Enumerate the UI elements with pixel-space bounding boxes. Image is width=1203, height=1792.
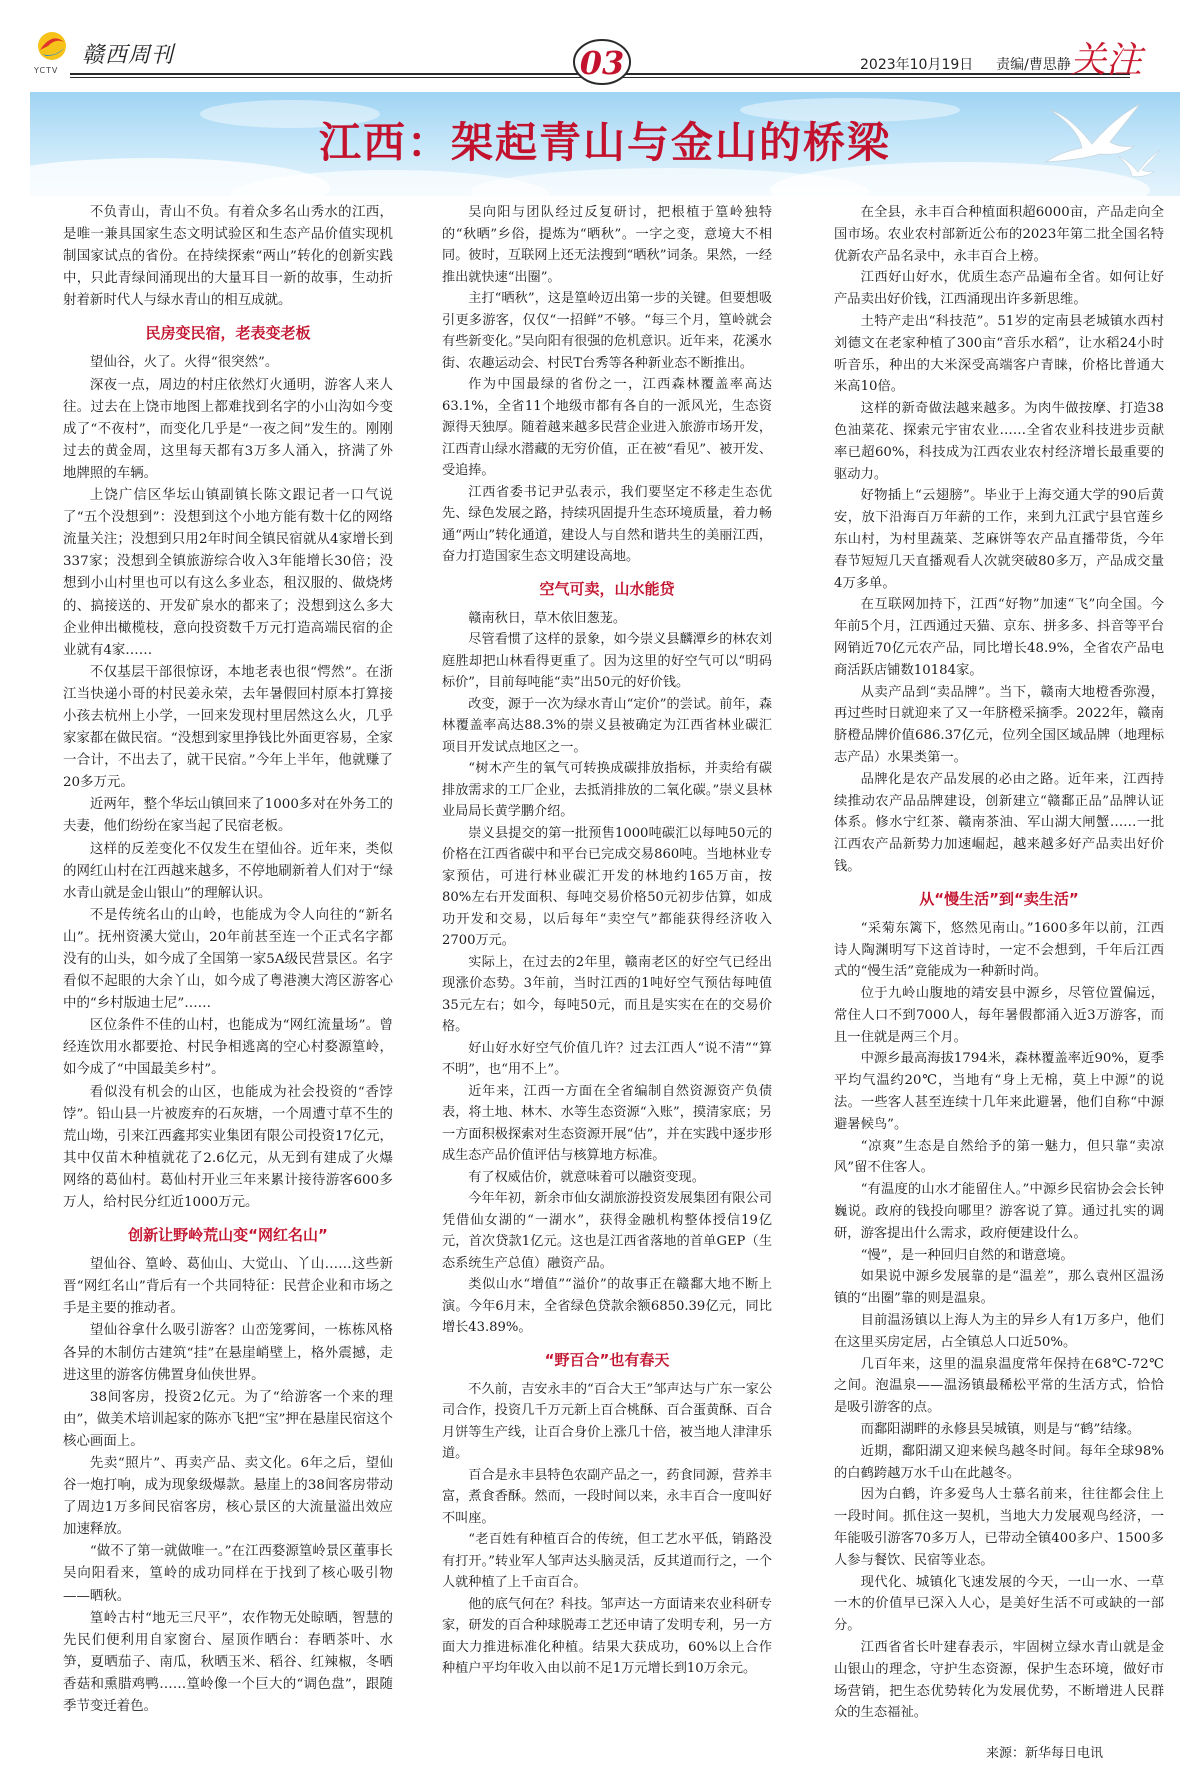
section-heading: 从“慢生活”到“卖生活” xyxy=(919,889,1079,908)
paragraph: 好山好水好空气价值几许？过去江西人“说不清”“算不明”，也“用不上”。 xyxy=(442,1040,772,1077)
paragraph: 近年来，江西一方面在全省编制自然资源资产负债表，将土地、林木、水等生态资源“入账”，摸清家底；另一方面积极探索对生态资源开展“估”，并在实践中逐步形成生态产品价值评估与核算地方标准。 xyxy=(442,1083,772,1163)
paragraph: 先卖“照片”、再卖产品、卖文化。6年之后，望仙谷一炮打响，成为现象级爆款。悬崖上的38间客房带动了周边1万多间民宿客房，核心景区的大流量溢出效应加速释放。 xyxy=(63,1455,393,1538)
paragraph: 有了权威估价，就意味着可以融资变现。 xyxy=(468,1169,705,1185)
paragraph: 从卖产品到“卖品牌”。当下，赣南大地橙香弥漫，再过些时日就迎来了又一年脐橙采摘季。2022年，赣南脐橙品牌价值686.37亿元，位列全国区域品牌（地理标志产品）水果类第一。 xyxy=(834,684,1164,765)
paragraph: 好物插上“云翅膀”。毕业于上海交通大学的90后黄安，放下沿海百万年薪的工作，来到九江武宁县官莲乡东山村，为村里蔬菜、芝麻饼等农产品直播带货，今年春节短短几天直播观看人次就突破80多万，产品成交量4万多单。 xyxy=(834,488,1164,591)
paragraph: 江西省省长叶建春表示，牢固树立绿水青山就是金山银山的理念，守护生态资源，保护生态环境，做好市场营销，把生态优势转化为发展优势，不断增进人民群众的生态福祉。 xyxy=(834,1640,1164,1721)
paragraph: 看似没有机会的山区，也能成为社会投资的“香饽饽”。铅山县一片被废弃的石灰塘，一个周遭寸草不生的荒山坳，引来江西鑫邦实业集团有限公司投资17亿元，其中仅苗木种植就花了2.6亿元，从无到有建成了火爆网络的葛仙村。葛仙村开业三年来累计接待游客600多万人，给村民分红近1000万元。 xyxy=(63,1084,393,1211)
paragraph: 不是传统名山的山岭，也能成为令人向往的“新名山”。抚州资溪大觉山，20年前甚至连一个正式名字都没有的山头，如今成了全国第一家5A级民营景区。名字看似不起眼的大余丫山，如今成了粤港澳大湾区游客心中的“乡村版迪士尼”…… xyxy=(63,907,393,1012)
paragraph: 江西省委书记尹弘表示，我们要坚定不移走生态优先、绿色发展之路，持续巩固提升生态环境质量，着力畅通“两山”转化通道，建设人与自然和谐共生的美丽江西，奋力打造国家生态文明建设高地。 xyxy=(442,484,772,564)
paragraph: “有温度的山水才能留住人。”中源乡民宿协会会长钟巍说。政府的钱投向哪里？游客说了算。通过扎实的调研，游客提出什么需求，政府便建设什么。 xyxy=(834,1182,1164,1241)
station-logo-icon xyxy=(32,28,72,68)
paragraph: 不久前，吉安永丰的“百合大王”邹声达与广东一家公司合作，投资几千万元新上百合桃酥、百合蛋黄酥、百合月饼等生产线，让百合身价上涨几十倍，被当地人津津乐道。 xyxy=(442,1381,772,1461)
paragraph: 近期，鄱阳湖又迎来候鸟越冬时间。每年全球98%的白鹤跨越万水千山在此越冬。 xyxy=(834,1443,1164,1481)
paper-name: 赣西周刊 xyxy=(82,43,175,68)
article-column-1 xyxy=(63,202,393,1718)
paragraph: 而鄱阳湖畔的永修县吴城镇，则是与“鹤”结缘。 xyxy=(860,1422,1141,1438)
paragraph: 如果说中源乡发展靠的是“温差”，那么袁州区温汤镇的“出圈”靠的则是温泉。 xyxy=(834,1269,1164,1307)
paragraph: 这样的反差变化不仅发生在望仙谷。近年来，类似的网红山村在江西越来越多，不停地刷新着人们对于“绿水青山就是金山银山”的理解认识。 xyxy=(63,841,393,901)
paragraph: “做不了第一就做唯一。”在江西婺源篁岭景区董事长吴向阳看来，篁岭的成功同样在于找到了核心吸引物——晒秋。 xyxy=(63,1544,393,1604)
paragraph: “慢”，是一种回归自然的和谐意境。 xyxy=(860,1247,1074,1263)
source-credit: 来源：新华每日电讯 xyxy=(986,1746,1104,1761)
section-heading: 创新让野岭荒山变“网红名山” xyxy=(128,1226,328,1245)
paragraph: 这样的新奇做法越来越多。为肉牛做按摩、打造38色油菜花、探索元宇宙农业……全省农业科技进步贡献率已超60%，科技成为江西农业农村经济增长最重要的驱动力。 xyxy=(834,401,1164,482)
paragraph: 上饶广信区华坛山镇副镇长陈文跟记者一口气说了“五个没想到”：没想到这个小地方能有数十亿的网络流量关注；没想到只用2年时间全镇民宿就从4家增长到337家；没想到全镇旅游综合收入3年能增长30倍；没想到小山村里也可以有这么多业态，租汉服的、做烧烤的、搞接送的、开发矿泉水的都来了；没想到这么多大企业伸出橄榄枝，意向投资数千万元打造高端民宿的企业就有4家…… xyxy=(63,488,393,658)
paragraph: 区位条件不佳的山村，也能成为“网红流量场”。曾经连饮用水都要抢、村民争相逃离的空心村婺源篁岭，如今成了“中国最美乡村”。 xyxy=(63,1018,393,1078)
paragraph: 百合是永丰县特色农副产品之一，药食同源，营养丰富，煮食香酥。然而，一段时间以来，永丰百合一度叫好不叫座。 xyxy=(442,1467,772,1526)
issue-date: 2023年10月19日 xyxy=(860,57,974,73)
paragraph: 土特产走出“科技范”。51岁的定南县老城镇水西村刘德文在老家种植了300亩“音乐水稻”，让水稻24小时听音乐，种出的大米深受高端客户青睐，价格比普通大米高10倍。 xyxy=(834,313,1164,395)
paragraph: “树木产生的氧气可转换成碳排放指标，并卖给有碳排放需求的工厂企业，去抵消排放的二氧化碳。”崇义县林业局局长黄学鹏介绍。 xyxy=(442,761,772,819)
paragraph: 尽管看惯了这样的景象，如今崇义县麟潭乡的林农刘庭胜却把山林看得更重了。因为这里的好空气可以“明码标价”，目前每吨能“卖”出50元的好价钱。 xyxy=(442,632,772,690)
paragraph: 几百年来，这里的温泉温度常年保持在68℃-72℃之间。泡温泉——温汤镇最稀松平常的生活方式，恰恰是吸引游客的点。 xyxy=(834,1356,1164,1416)
paragraph: 改变，源于一次为绿水青山“定价”的尝试。前年，森林覆盖率高达88.3%的崇义县被确定为江西省林业碳汇项目开发试点地区之一。 xyxy=(442,696,772,755)
paragraph: 品牌化是农产品发展的必由之路。近年来，江西持续推动农产品品牌建设，创新建立“赣鄱正品”品牌认证体系。修水宁红茶、赣南茶油、军山湖大闸蟹……一批江西农产品新势力加速崛起，越来越多好产品卖出好价钱。 xyxy=(834,771,1164,874)
paragraph: 实际上，在过去的2年里，赣南老区的好空气已经出现涨价态势。3年前，当时江西的1吨好空气预估每吨值35元左右；如今，每吨50元，而且是实实在在的交易价格。 xyxy=(442,954,772,1034)
paragraph: 今年年初，新余市仙女湖旅游投资发展集团有限公司凭借仙女湖的“一湖水”，获得金融机构整体授信19亿元，首次贷款1亿元。这也是江西省落地的首单GEP（生态系统生产总值）融资产品。 xyxy=(442,1191,772,1271)
article-column-3 xyxy=(834,202,1164,1724)
paragraph: 现代化、城镇化飞速发展的今天，一山一水、一草一木的价值早已深入人心，是美好生活不可或缺的一部分。 xyxy=(834,1574,1164,1634)
paragraph: 近两年，整个华坛山镇回来了1000多对在外务工的夫妻，他们纷纷在家当起了民宿老板。 xyxy=(63,797,393,835)
paragraph: “凉爽”生态是自然给予的第一魅力，但只靠“卖凉风”留不住客人。 xyxy=(834,1138,1164,1176)
editor-credit: 责编/曹思静 xyxy=(996,57,1071,73)
paragraph: 他的底气何在？科技。邹声达一方面请来农业科研专家，研发的百合种球脱毒工艺还申请了发明专利，另一方面大力推进标准化种植。结果大获成功，60%以上合作种植户平均年收入由以前不足1万元增长到10万余元。 xyxy=(442,1596,772,1676)
logo-caption: YCTV xyxy=(34,66,59,75)
paragraph: 望仙谷、篁岭、葛仙山、大觉山、丫山……这些新晋“网红名山”背后有一个共同特征：民营企业和市场之手是主要的推动者。 xyxy=(63,1257,393,1317)
paragraph: 赣南秋日，草木依旧葱茏。 xyxy=(468,610,626,626)
section-heading: 民房变民宿，老表变老板 xyxy=(145,324,311,343)
paragraph: 崇义县提交的第一批预售1000吨碳汇以每吨50元的价格在江西省碳中和平台已完成交易860吨。当地林业专家预估，可进行林业碳汇开发的林地约165万亩，按80%左右开发面积、每吨交易价格50元初步估算，如成功开发和交易，以后每年“卖空气”都能获得经济收入2700万元。 xyxy=(442,825,772,948)
headline: 江西：架起青山与金山的桥梁 xyxy=(318,118,891,167)
paragraph: 目前温汤镇以上海人为主的异乡人有1万多户，他们在这里买房定居，占全镇总人口近50%。 xyxy=(834,1313,1164,1350)
paragraph: 在互联网加持下，江西“好物”加速“飞”向全国。今年前5个月，江西通过天猫、京东、拼多多、抖音等平台网销近70亿元农产品，同比增长48.9%，全省农产品电商活跃店铺数10184家。 xyxy=(834,597,1164,678)
paragraph: 江西好山好水，优质生态产品遍布全省。如何让好产品卖出好价钱，江西涌现出许多新思维。 xyxy=(834,270,1164,308)
paragraph: “老百姓有种植百合的传统，但工艺水平低，销路没有打开。”转业军人邹声达头脑灵活，反其道而行之，一个人就种植了上千亩百合。 xyxy=(442,1532,772,1590)
paragraph: 望仙谷，火了。火得“很突然”。 xyxy=(89,355,279,371)
paragraph: 望仙谷拿什么吸引游客？山峦笼雾间，一栋栋风格各异的木制仿古建筑“挂”在悬崖峭壁上，格外震撼，走进这里的游客仿佛置身仙侠世界。 xyxy=(63,1323,393,1383)
paragraph: 篁岭古村“地无三尺平”，农作物无处晾晒，智慧的先民们便利用自家窗台、屋顶作晒台：春晒茶叶、水笋，夏晒茄子、南瓜，秋晒玉米、稻谷、红辣椒，冬晒香菇和熏腊鸡鸭……篁岭像一个巨大的“调色盘”，跟随季节变迁着色。 xyxy=(63,1610,393,1714)
paragraph: 主打“晒秋”，这是篁岭迈出第一步的关键。但要想吸引更多游客，仅仅“一招鲜”不够。“每三个月，篁岭就会有些新变化。”吴向阳有很强的危机意识。近年来，花溪水街、农趣运动会、村民T台秀等各种新业态不断推出。 xyxy=(442,291,772,371)
paragraph: 不仅基层干部很惊讶，本地老表也很“愕然”。在浙江当快递小哥的村民姜永荣，去年暑假回村原本打算接小孩去杭州上小学，一回来发现村里居然这么火，几乎家家都在做民宿。“没想到家里挣钱比外面更容易，全家一合计，不出去了，就干民宿。”今年上半年，他就赚了20多万元。 xyxy=(63,664,393,791)
paragraph: 位于九岭山腹地的靖安县中源乡，尽管位置偏远，常住人口不到7000人，每年暑假都涌入近3万游客，而且一住就是两三个月。 xyxy=(834,986,1164,1045)
headline-banner xyxy=(30,92,1180,196)
paragraph: 因为白鹤，许多爱鸟人士慕名前来，往往都会住上一段时间。抓住这一契机，当地大力发展观鸟经济，一年能吸引游客70多万人，已带动全镇400多户、1500多人参与餐饮、民宿等业态。 xyxy=(834,1487,1164,1568)
page-header xyxy=(0,0,1203,92)
date-editor-line xyxy=(860,54,1071,74)
paragraph: 作为中国最绿的省份之一，江西森林覆盖率高达63.1%，全省11个地级市都有各自的一派风光，生态资源得天独厚。随着越来越多民营企业进入旅游市场开发，江西青山绿水潜藏的无穷价值，正在被“看见”、被开发、受追捧。 xyxy=(442,377,772,478)
paragraph: 不负青山，青山不负。有着众多名山秀水的江西，是唯一兼具国家生态文明试验区和生态产品价值实现机制国家试点的省份。在持续探索“两山”转化的创新实践中，只此青绿间涌现出的大量耳目一新的故事，生动折射着新时代人与绿水青山的相互成就。 xyxy=(63,205,393,309)
paragraph: 中源乡最高海拔1794米，森林覆盖率近90%，夏季平均气温约20℃，当地有“身上无棉，莫上中源”的说法。一些客人甚至连续十几年来此避暑，他们自称“中源避暑候鸟”。 xyxy=(834,1051,1164,1132)
paragraph: 吴向阳与团队经过反复研讨，把根植于篁岭独特的“秋晒”乡俗，提炼为“晒秋”。一字之变，意境大不相同。彼时，互联网上还无法搜到“晒秋”词条。果然，一经推出就快速“出圈”。 xyxy=(442,205,772,285)
section-heading: “野百合”也有春天 xyxy=(544,1350,670,1369)
section-heading: 空气可卖，山水能贷 xyxy=(539,579,675,598)
paragraph: “采菊东篱下，悠然见南山。”1600多年以前，江西诗人陶渊明写下这首诗时，一定不会想到，千年后江西式的“慢生活”竟能成为一种新时尚。 xyxy=(834,920,1164,980)
page-number-badge xyxy=(570,38,634,90)
paragraph: 在全县，永丰百合种植面积超6000亩，产品走向全国市场。农业农村部新近公布的2023年第二批全国名特优新农产品名录中，永丰百合上榜。 xyxy=(834,205,1164,264)
column-name: 关注 xyxy=(1070,40,1143,81)
paragraph: 深夜一点，周边的村庄依然灯火通明，游客人来人往。过去在上饶市地图上都难找到名字的小山沟如今变成了“不夜村”，而变化几乎是“一夜之间”发生的。刚刚过去的黄金周，这里每天都有3万多人涌入，挤满了外地牌照的车辆。 xyxy=(63,377,393,481)
article-column-2 xyxy=(442,202,772,1680)
page-number: 03 xyxy=(579,44,625,82)
paragraph: 类似山水“增值”“溢价”的故事正在赣鄱大地不断上演。今年6月末，全省绿色贷款余额6850.39亿元，同比增长43.89%。 xyxy=(442,1277,772,1335)
paragraph: 38间客房，投资2亿元。为了“给游客一个来的理由”，做美术培训起家的陈亦飞把“宝”押在悬崖民宿这个核心画面上。 xyxy=(63,1389,393,1449)
